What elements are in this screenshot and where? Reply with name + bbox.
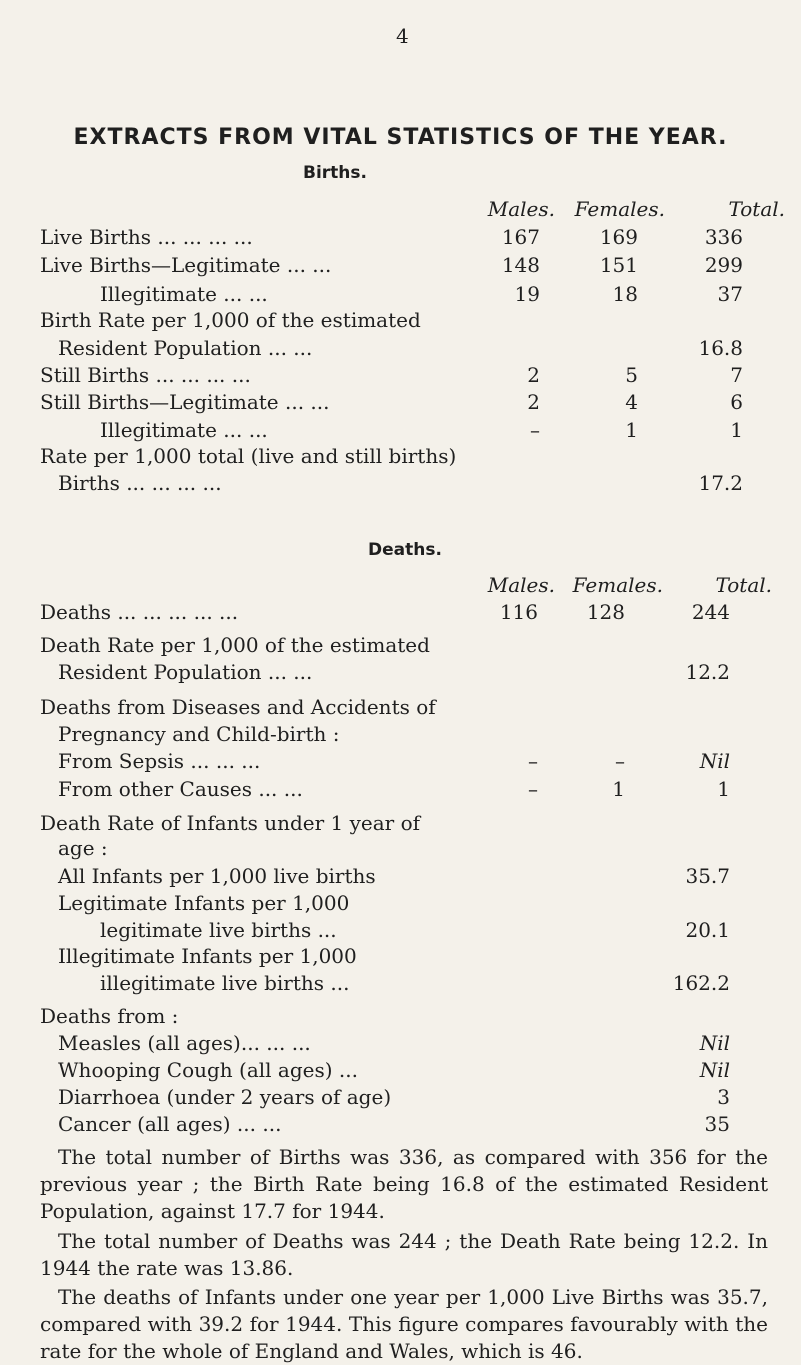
table-row — [40, 888, 770, 918]
row-label: Illegitimate Infants per 1,000 — [58, 944, 357, 968]
row-label: From Sepsis ... ... ... — [58, 749, 261, 773]
row-label: From other Causes ... ... — [58, 777, 303, 801]
table-row — [40, 941, 770, 971]
row-label: Death Rate of Infants under 1 year of — [40, 811, 421, 835]
males-value: 116 — [499, 600, 538, 624]
females-value: 169 — [599, 225, 638, 249]
infant-deaths-paragraph: The deaths of Infants under one year per 1,000 Live Births was 35.7, compared with 39.2 for 1944. This figure compares favourably with the rate for the whole of England and Wales, which is 46. — [40, 1285, 768, 1363]
row-label: Death Rate per 1,000 of the estimated — [40, 633, 430, 657]
deaths-summary-paragraph: The total number of Deaths was 244 ; the Death Rate being 12.2. In 1944 the rate was 13.86. — [40, 1229, 768, 1280]
births-column-headers — [40, 194, 785, 224]
table-row — [40, 597, 770, 627]
page-title: EXTRACTS FROM VITAL STATISTICS OF THE YEAR. — [73, 125, 728, 150]
row-label: Births ... ... ... ... — [58, 471, 222, 495]
total-value: 37 — [717, 282, 743, 306]
deaths-total-header: Total. — [715, 573, 772, 597]
table-row — [40, 468, 770, 498]
deaths-females-header: Females. — [572, 573, 663, 597]
females-value: – — [615, 749, 625, 773]
row-label: Diarrhoea (under 2 years of age) — [58, 1085, 392, 1109]
row-label: Whooping Cough (all ages) ... — [58, 1058, 358, 1082]
total-value: 244 — [691, 600, 730, 624]
table-row — [40, 305, 770, 335]
table-row — [40, 630, 770, 660]
row-label: Measles (all ages)... ... ... — [58, 1031, 311, 1055]
row-label: Illegitimate ... ... — [100, 282, 268, 306]
row-label: Rate per 1,000 total (live and still births) — [40, 444, 457, 468]
total-value: 1 — [730, 418, 743, 442]
row-label: Illegitimate ... ... — [100, 418, 268, 442]
total-value: 17.2 — [698, 471, 743, 495]
total-value: 7 — [730, 363, 743, 387]
table-row — [40, 1001, 770, 1031]
table-row — [40, 861, 770, 891]
row-label: illegitimate live births ... — [100, 971, 350, 995]
total-value: 20.1 — [685, 918, 730, 942]
table-row — [40, 968, 770, 998]
total-value: 3 — [717, 1085, 730, 1109]
table-row — [40, 333, 770, 363]
total-value: 35 — [704, 1112, 730, 1136]
row-label: Still Births—Legitimate ... ... — [40, 390, 330, 414]
row-label: Deaths from Diseases and Accidents of — [40, 695, 436, 719]
deaths-column-headers — [40, 570, 770, 600]
row-label: Resident Population ... ... — [58, 336, 313, 360]
table-row — [40, 1082, 770, 1112]
deaths-title: Deaths. — [368, 540, 442, 560]
females-value: 151 — [599, 253, 638, 277]
table-row — [40, 692, 770, 722]
row-label: legitimate live births ... — [100, 918, 337, 942]
births-total-header: Total. — [728, 197, 785, 221]
table-row — [40, 387, 770, 417]
males-value: 2 — [527, 363, 540, 387]
row-label: Resident Population ... ... — [58, 660, 313, 684]
table-row — [40, 1109, 770, 1139]
females-value: 128 — [586, 600, 625, 624]
males-value: 2 — [527, 390, 540, 414]
total-value: 336 — [704, 225, 743, 249]
row-label: age : — [58, 836, 108, 860]
females-value: 5 — [625, 363, 638, 387]
table-row — [40, 222, 770, 252]
total-value: 299 — [704, 253, 743, 277]
row-label: Deaths from : — [40, 1004, 179, 1028]
row-label: Still Births ... ... ... ... — [40, 363, 251, 387]
row-label: Birth Rate per 1,000 of the estimated — [40, 308, 421, 332]
total-value: 1 — [717, 777, 730, 801]
row-label: Pregnancy and Child-birth : — [58, 722, 340, 746]
births-title: Births. — [303, 163, 367, 183]
females-value: 18 — [612, 282, 638, 306]
table-row — [40, 774, 770, 804]
table-row — [40, 1028, 770, 1058]
females-value: 1 — [625, 418, 638, 442]
table-row — [40, 657, 770, 687]
table-row — [40, 719, 770, 749]
row-label: Cancer (all ages) ... ... — [58, 1112, 282, 1136]
males-value: 19 — [514, 282, 540, 306]
total-value: 16.8 — [698, 336, 743, 360]
females-value: 1 — [612, 777, 625, 801]
males-value: – — [530, 418, 540, 442]
males-value: – — [528, 777, 538, 801]
total-value: 12.2 — [685, 660, 730, 684]
row-label: Legitimate Infants per 1,000 — [58, 891, 350, 915]
males-value: 167 — [501, 225, 540, 249]
row-label: Deaths ... ... ... ... ... — [40, 600, 239, 624]
row-label: Live Births—Legitimate ... ... — [40, 253, 332, 277]
males-value: 148 — [501, 253, 540, 277]
table-row — [40, 250, 770, 280]
total-value: 162.2 — [672, 971, 730, 995]
total-value: Nil — [699, 749, 730, 773]
table-row — [40, 833, 770, 863]
total-value: 6 — [730, 390, 743, 414]
deaths-males-header: Males. — [487, 573, 555, 597]
total-value: Nil — [699, 1058, 730, 1082]
births-males-header: Males. — [487, 197, 555, 221]
row-label: Live Births ... ... ... ... — [40, 225, 253, 249]
table-row — [40, 360, 770, 390]
total-value: 35.7 — [685, 864, 730, 888]
table-row — [40, 1055, 770, 1085]
births-females-header: Females. — [574, 197, 665, 221]
table-row — [40, 746, 770, 776]
total-value: Nil — [699, 1031, 730, 1055]
table-row — [40, 441, 770, 471]
males-value: – — [528, 749, 538, 773]
row-label: All Infants per 1,000 live births — [58, 864, 376, 888]
females-value: 4 — [625, 390, 638, 414]
births-summary-paragraph: The total number of Births was 336, as compared with 356 for the previous year ; the Birth Rate being 16.8 of the estimated Resident Population, against 17.7 for 1944. — [40, 1145, 768, 1223]
page-number: 4 — [396, 24, 409, 48]
